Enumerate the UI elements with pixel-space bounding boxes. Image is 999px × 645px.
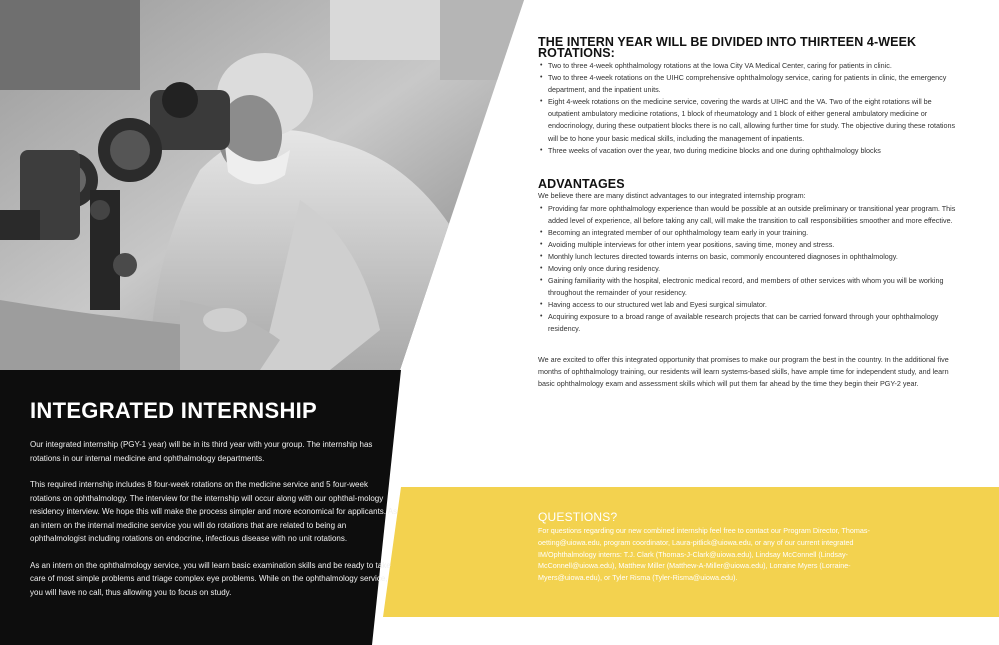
intro-paragraph: Our integrated internship (PGY-1 year) will be in its third year with your group. The internship has rotations in our internal medicine and ophthalmology departments. xyxy=(30,440,373,463)
integrated-internship-body xyxy=(30,438,400,612)
list-item: • Two to three 4-week ophthalmology rotations at the Iowa City VA Medical Center, caring for patients in clinic. xyxy=(538,60,958,72)
list-item: • Having access to our structured wet lab and Eyesi surgical simulator. xyxy=(538,299,958,311)
questions-body: For questions regarding our new combined internship feel free to contact our Program Director, Thomas-oetting@uiowa.edu, program coordinator, Laura-pitlick@uiowa.edu, or any of our current integrated IM/Ophthalmology interns: T.J. Clark (Thomas-J-Clark@uiowa.edu), Lindsay McConnell (Lindsay-McConnell@uiowa.edu), Matthew Miller (Matthew-A-Miller@uiowa.edu), Lorraine Myers (Lorraine-Myers@uiowa.edu), or Tyler Risma (Tyler-Risma@uiowa.edu). xyxy=(538,526,870,583)
list-item: • Providing far more ophthalmology experience than would be possible at an outside preliminary or transitional year program. This added level of experience, all before taking any call, will make the transition to call responsibilities smoother and more effective. xyxy=(538,203,958,227)
rotations-heading: THE INTERN YEAR WILL BE DIVIDED INTO THIRTEEN 4-WEEK ROTATIONS: xyxy=(538,35,917,60)
list-item: • Acquiring exposure to a broad range of available research projects that can be carried forward through your ophthalmology residency. xyxy=(538,311,958,335)
list-item: • Two to three 4-week rotations on the UIHC comprehensive ophthalmology service, caring for patients in clinic, the emergency department, and the inpatient units. xyxy=(538,72,958,96)
integrated-internship-title: INTEGRATED INTERNSHIP xyxy=(30,398,318,423)
rotations-list xyxy=(538,60,958,157)
advantages-list xyxy=(538,203,958,336)
intro-paragraph: As an intern on the ophthalmology service, you will learn basic examination skills and be ready to take care of most simple problems and triage complex eye problems. While on the ophthalmology service, you will have no call, thus allowing you to focus on study. xyxy=(30,560,391,597)
list-item: • Monthly lunch lectures directed towards interns on basic, commonly encountered diagnoses in ophthalmology. xyxy=(538,251,958,263)
intro-paragraph: This required internship includes 8 four-week rotations on the medicine service and 5 four-week rotations on ophthalmology. The interview for the internship will occur along with our ophthal-mology residency interview. We hope this will make the process simpler and more economical for applicants. As an intern on the internal medicine service you will do rotations that are related to being an ophthalmologist including rotations on endocrine, infectious disease with no unit rotations. xyxy=(30,480,398,543)
list-item: • Becoming an integrated member of our ophthalmology team early in your training. xyxy=(538,227,958,239)
advantages-intro: We believe there are many distinct advantages to our integrated internship program: xyxy=(538,190,806,200)
right-column xyxy=(538,37,958,390)
questions-title: QUESTIONS? xyxy=(538,510,618,524)
list-item: • Moving only once during residency. xyxy=(538,263,958,275)
closing-paragraph: We are excited to offer this integrated opportunity that promises to make our program the best in the country. In the additional five months of ophthalmology training, our residents will learn systems-based skills, have ample time for independent study, and learn basic ophthalmology exam and assessment skills which will put them far ahead by the time they begin their PGY-2 year. xyxy=(538,354,949,388)
list-item: • Avoiding multiple interviews for other intern year positions, saving time, money and stress. xyxy=(538,239,958,251)
list-item: • Three weeks of vacation over the year, two during medicine blocks and one during ophthalmology blocks xyxy=(538,145,958,157)
list-item: • Eight 4-week rotations on the medicine service, covering the wards at UIHC and the VA. Two of the eight rotations will be outpatient ambulatory medicine rotations, 1 block of rheumatology and 1 block of either general ambulatory medicine or endocrinology, during these outpatient blocks there is no call, allowing further time for study. The objective during these rotations will be to hone your basic medical skills, including the management of inpatients. xyxy=(538,96,958,144)
advantages-heading: ADVANTAGES xyxy=(538,176,625,191)
list-item: • Gaining familiarity with the hospital, electronic medical record, and members of other services with whom you will be working throughout the remainder of your residency. xyxy=(538,275,958,299)
